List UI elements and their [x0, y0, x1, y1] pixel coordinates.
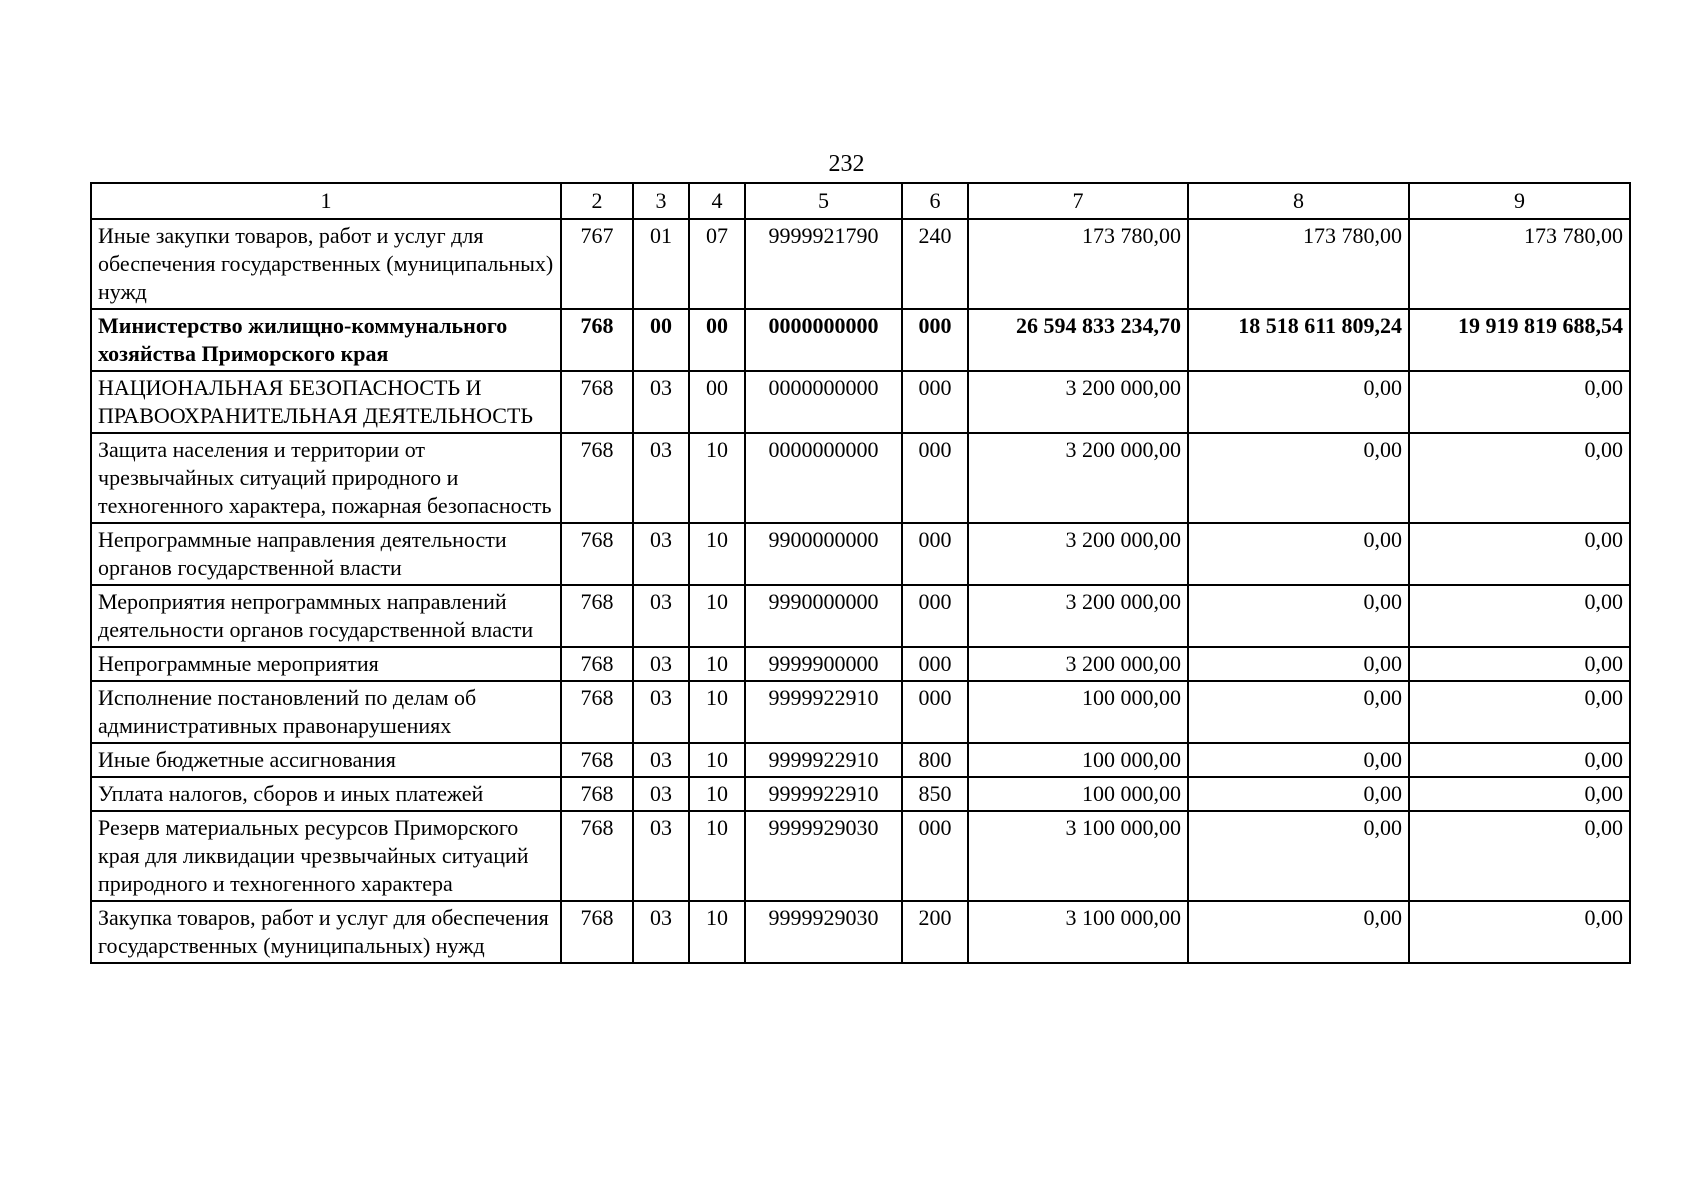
cell-amount-col7: 3 200 000,00	[968, 585, 1188, 647]
cell-amount-col9: 0,00	[1409, 681, 1630, 743]
cell-target-article: 9999929030	[745, 901, 902, 963]
header-col-4: 4	[689, 183, 745, 219]
cell-name: Мероприятия непрограммных направлений деятельности органов государственной власти	[91, 585, 561, 647]
cell-subsection: 10	[689, 585, 745, 647]
cell-name: Иные закупки товаров, работ и услуг для обеспечения государственных (муниципальных) нужд	[91, 219, 561, 309]
table-row	[91, 309, 1630, 371]
cell-name: Закупка товаров, работ и услуг для обеспечения государственных (муниципальных) нужд	[91, 901, 561, 963]
cell-subsection: 10	[689, 433, 745, 523]
table-row	[91, 681, 1630, 743]
header-col-7: 7	[968, 183, 1188, 219]
cell-admin-code: 768	[561, 371, 633, 433]
cell-amount-col9: 0,00	[1409, 901, 1630, 963]
cell-amount-col9: 0,00	[1409, 811, 1630, 901]
cell-admin-code: 768	[561, 681, 633, 743]
cell-subsection: 10	[689, 681, 745, 743]
cell-amount-col7: 173 780,00	[968, 219, 1188, 309]
cell-amount-col8: 0,00	[1188, 743, 1409, 777]
cell-section: 00	[633, 309, 689, 371]
cell-section: 03	[633, 433, 689, 523]
table-row	[91, 585, 1630, 647]
cell-amount-col9: 0,00	[1409, 371, 1630, 433]
cell-admin-code: 768	[561, 433, 633, 523]
cell-target-article: 9990000000	[745, 585, 902, 647]
cell-target-article: 0000000000	[745, 433, 902, 523]
cell-amount-col7: 3 200 000,00	[968, 523, 1188, 585]
page-number: 232	[828, 151, 865, 177]
cell-target-article: 9999922910	[745, 681, 902, 743]
cell-target-article: 9999922910	[745, 777, 902, 811]
cell-amount-col7: 3 200 000,00	[968, 647, 1188, 681]
cell-name: Исполнение постановлений по делам об административных правонарушениях	[91, 681, 561, 743]
cell-expense-type: 000	[902, 647, 968, 681]
cell-name: Иные бюджетные ассигнования	[91, 743, 561, 777]
cell-name: Непрограммные мероприятия	[91, 647, 561, 681]
budget-table	[90, 182, 1631, 964]
cell-section: 03	[633, 901, 689, 963]
cell-admin-code: 768	[561, 647, 633, 681]
cell-admin-code: 768	[561, 309, 633, 371]
cell-amount-col7: 100 000,00	[968, 743, 1188, 777]
cell-expense-type: 000	[902, 371, 968, 433]
cell-amount-col8: 0,00	[1188, 371, 1409, 433]
cell-target-article: 0000000000	[745, 309, 902, 371]
header-col-6: 6	[902, 183, 968, 219]
cell-target-article: 9999922910	[745, 743, 902, 777]
cell-target-article: 9900000000	[745, 523, 902, 585]
cell-admin-code: 767	[561, 219, 633, 309]
cell-section: 03	[633, 585, 689, 647]
cell-expense-type: 000	[902, 681, 968, 743]
cell-amount-col8: 18 518 611 809,24	[1188, 309, 1409, 371]
cell-admin-code: 768	[561, 777, 633, 811]
header-col-5: 5	[745, 183, 902, 219]
cell-amount-col7: 26 594 833 234,70	[968, 309, 1188, 371]
cell-expense-type: 000	[902, 433, 968, 523]
cell-section: 03	[633, 647, 689, 681]
cell-subsection: 10	[689, 647, 745, 681]
table-header-row	[91, 183, 1630, 219]
cell-section: 03	[633, 523, 689, 585]
cell-amount-col8: 0,00	[1188, 647, 1409, 681]
cell-name: Резерв материальных ресурсов Приморского края для ликвидации чрезвычайных ситуаций природного и техногенного характера	[91, 811, 561, 901]
cell-expense-type: 800	[902, 743, 968, 777]
cell-admin-code: 768	[561, 901, 633, 963]
cell-target-article: 9999900000	[745, 647, 902, 681]
cell-amount-col8: 0,00	[1188, 811, 1409, 901]
cell-amount-col8: 0,00	[1188, 901, 1409, 963]
cell-amount-col9: 0,00	[1409, 647, 1630, 681]
cell-subsection: 10	[689, 901, 745, 963]
header-col-9: 9	[1409, 183, 1630, 219]
cell-amount-col9: 173 780,00	[1409, 219, 1630, 309]
cell-name: Уплата налогов, сборов и иных платежей	[91, 777, 561, 811]
cell-amount-col8: 0,00	[1188, 523, 1409, 585]
table-row	[91, 647, 1630, 681]
cell-amount-col7: 3 200 000,00	[968, 371, 1188, 433]
table-row	[91, 433, 1630, 523]
table-row	[91, 777, 1630, 811]
cell-admin-code: 768	[561, 585, 633, 647]
cell-subsection: 10	[689, 523, 745, 585]
cell-amount-col9: 0,00	[1409, 777, 1630, 811]
cell-expense-type: 200	[902, 901, 968, 963]
cell-section: 03	[633, 811, 689, 901]
cell-name: Министерство жилищно-коммунального хозяйства Приморского края	[91, 309, 561, 371]
cell-expense-type: 000	[902, 585, 968, 647]
cell-target-article: 9999921790	[745, 219, 902, 309]
header-col-2: 2	[561, 183, 633, 219]
cell-expense-type: 850	[902, 777, 968, 811]
cell-section: 03	[633, 681, 689, 743]
cell-amount-col7: 100 000,00	[968, 777, 1188, 811]
cell-expense-type: 000	[902, 523, 968, 585]
cell-amount-col9: 0,00	[1409, 743, 1630, 777]
table-row	[91, 371, 1630, 433]
cell-section: 01	[633, 219, 689, 309]
cell-expense-type: 000	[902, 309, 968, 371]
cell-subsection: 10	[689, 777, 745, 811]
cell-expense-type: 000	[902, 811, 968, 901]
header-col-1: 1	[91, 183, 561, 219]
table-row	[91, 743, 1630, 777]
cell-subsection: 10	[689, 811, 745, 901]
cell-amount-col8: 173 780,00	[1188, 219, 1409, 309]
cell-section: 03	[633, 777, 689, 811]
cell-name: НАЦИОНАЛЬНАЯ БЕЗОПАСНОСТЬ И ПРАВООХРАНИТЕЛЬНАЯ ДЕЯТЕЛЬНОСТЬ	[91, 371, 561, 433]
cell-amount-col8: 0,00	[1188, 433, 1409, 523]
cell-name: Защита населения и территории от чрезвычайных ситуаций природного и техногенного характера, пожарная безопасность	[91, 433, 561, 523]
cell-target-article: 9999929030	[745, 811, 902, 901]
cell-subsection: 00	[689, 371, 745, 433]
cell-amount-col9: 19 919 819 688,54	[1409, 309, 1630, 371]
cell-amount-col9: 0,00	[1409, 433, 1630, 523]
cell-section: 03	[633, 371, 689, 433]
cell-name: Непрограммные направления деятельности органов государственной власти	[91, 523, 561, 585]
table-body	[91, 219, 1630, 963]
cell-subsection: 10	[689, 743, 745, 777]
table-row	[91, 219, 1630, 309]
cell-amount-col7: 3 100 000,00	[968, 901, 1188, 963]
cell-admin-code: 768	[561, 743, 633, 777]
cell-admin-code: 768	[561, 811, 633, 901]
header-col-3: 3	[633, 183, 689, 219]
header-col-8: 8	[1188, 183, 1409, 219]
cell-admin-code: 768	[561, 523, 633, 585]
cell-section: 03	[633, 743, 689, 777]
cell-expense-type: 240	[902, 219, 968, 309]
table-row	[91, 523, 1630, 585]
cell-amount-col7: 3 100 000,00	[968, 811, 1188, 901]
cell-amount-col8: 0,00	[1188, 585, 1409, 647]
table-row	[91, 811, 1630, 901]
cell-amount-col9: 0,00	[1409, 585, 1630, 647]
cell-amount-col8: 0,00	[1188, 681, 1409, 743]
cell-subsection: 00	[689, 309, 745, 371]
cell-amount-col8: 0,00	[1188, 777, 1409, 811]
cell-amount-col7: 3 200 000,00	[968, 433, 1188, 523]
cell-subsection: 07	[689, 219, 745, 309]
cell-amount-col9: 0,00	[1409, 523, 1630, 585]
table-row	[91, 901, 1630, 963]
cell-amount-col7: 100 000,00	[968, 681, 1188, 743]
cell-target-article: 0000000000	[745, 371, 902, 433]
